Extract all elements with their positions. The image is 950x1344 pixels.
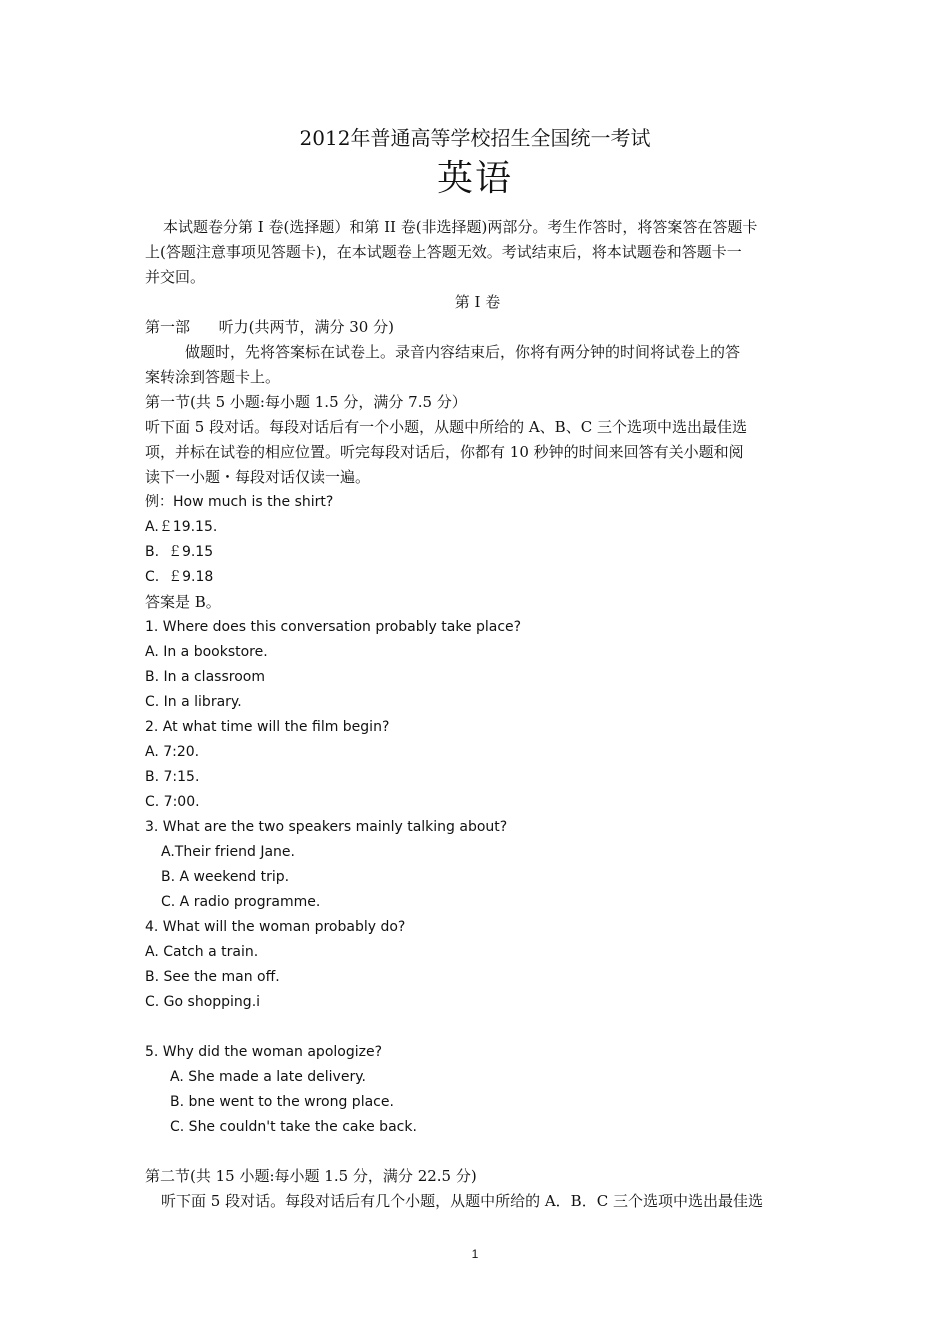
sec1-heading: 第一节(共 5 小题:每小题 1.5 分，满分 7.5 分） bbox=[145, 393, 467, 411]
sec2-inst-1: 听下面 5 段对话。每段对话后有几个小题，从题中所给的 A．B．C 三个选项中选出最佳选 bbox=[161, 1192, 763, 1210]
question-1-option-b: B. In a classroom bbox=[145, 669, 265, 685]
example-option-a: A.￡19.15. bbox=[145, 519, 218, 535]
section-title: 第 I 卷 bbox=[454, 293, 501, 311]
intro-line-3: 并交回。 bbox=[145, 268, 206, 286]
part1-note-2: 案转涂到答题卡上。 bbox=[145, 368, 281, 386]
example-option-b: B. ￡9.15 bbox=[145, 544, 214, 560]
question-1: 1. Where does this conversation probably take place? bbox=[145, 619, 522, 635]
question-4-option-b: B. See the man off. bbox=[145, 969, 280, 985]
question-4-option-c: C. Go shopping.i bbox=[145, 994, 261, 1010]
question-3-option-c: C. A radio programme. bbox=[161, 894, 321, 910]
question-1-option-c: C. In a library. bbox=[145, 694, 242, 710]
intro-line-1: 本试题卷分第 I 卷(选择题）和第 II 卷(非选择题)两部分。考生作答时，将答案答在答题卡 bbox=[163, 218, 758, 236]
question-5-option-b: B. bne went to the wrong place. bbox=[170, 1094, 394, 1110]
question-1-option-a: A. In a bookstore. bbox=[145, 644, 268, 660]
sec1-inst-3: 读下一小题・每段对话仅读一遍。 bbox=[145, 468, 371, 486]
example-option-c: C. ￡9.18 bbox=[145, 569, 214, 585]
question-2-option-b: B. 7:15. bbox=[145, 769, 200, 785]
question-3: 3. What are the two speakers mainly talking about? bbox=[145, 819, 508, 835]
question-5-option-c: C. She couldn't take the cake back. bbox=[170, 1119, 417, 1135]
question-5: 5. Why did the woman apologize? bbox=[145, 1044, 383, 1060]
part1-note-1: 做题时，先将答案标在试卷上。录音内容结束后，你将有两分钟的时间将试卷上的答 bbox=[185, 343, 741, 361]
sec1-inst-2: 项，并标在试卷的相应位置。听完每段对话后，你都有 10 秒钟的时间来回答有关小题和阅 bbox=[145, 443, 744, 461]
page-number: 1 bbox=[471, 1247, 479, 1261]
question-3-option-b: B. A weekend trip. bbox=[161, 869, 290, 885]
sec2-heading: 第二节(共 15 小题:每小题 1.5 分，满分 22.5 分) bbox=[145, 1167, 477, 1185]
sec1-inst-1: 听下面 5 段对话。每段对话后有一个小题，从题中所给的 A、B、C 三个选项中选出最佳选 bbox=[145, 418, 747, 436]
question-3-option-a: A.Their friend Jane. bbox=[161, 844, 295, 860]
question-5-option-a: A. She made a late delivery. bbox=[170, 1069, 366, 1085]
example-question: 例：How much is the shirt? bbox=[145, 494, 334, 510]
example-answer: 答案是 B。 bbox=[145, 593, 221, 611]
intro-line-2: 上(答题注意事项见答题卡)，在本试题卷上答题无效。考试结束后，将本试题卷和答题卡一 bbox=[145, 243, 742, 261]
question-4-option-a: A. Catch a train. bbox=[145, 944, 259, 960]
question-2-option-a: A. 7:20. bbox=[145, 744, 200, 760]
part1-heading: 第一部 听力(共两节，满分 30 分) bbox=[145, 318, 394, 336]
exam-subject: 英语 bbox=[436, 158, 513, 199]
question-4: 4. What will the woman probably do? bbox=[145, 919, 406, 935]
question-2: 2. At what time will the film begin? bbox=[145, 719, 390, 735]
exam-title: 2012年普通高等学校招生全国统一考试 bbox=[299, 126, 651, 150]
question-2-option-c: C. 7:00. bbox=[145, 794, 200, 810]
